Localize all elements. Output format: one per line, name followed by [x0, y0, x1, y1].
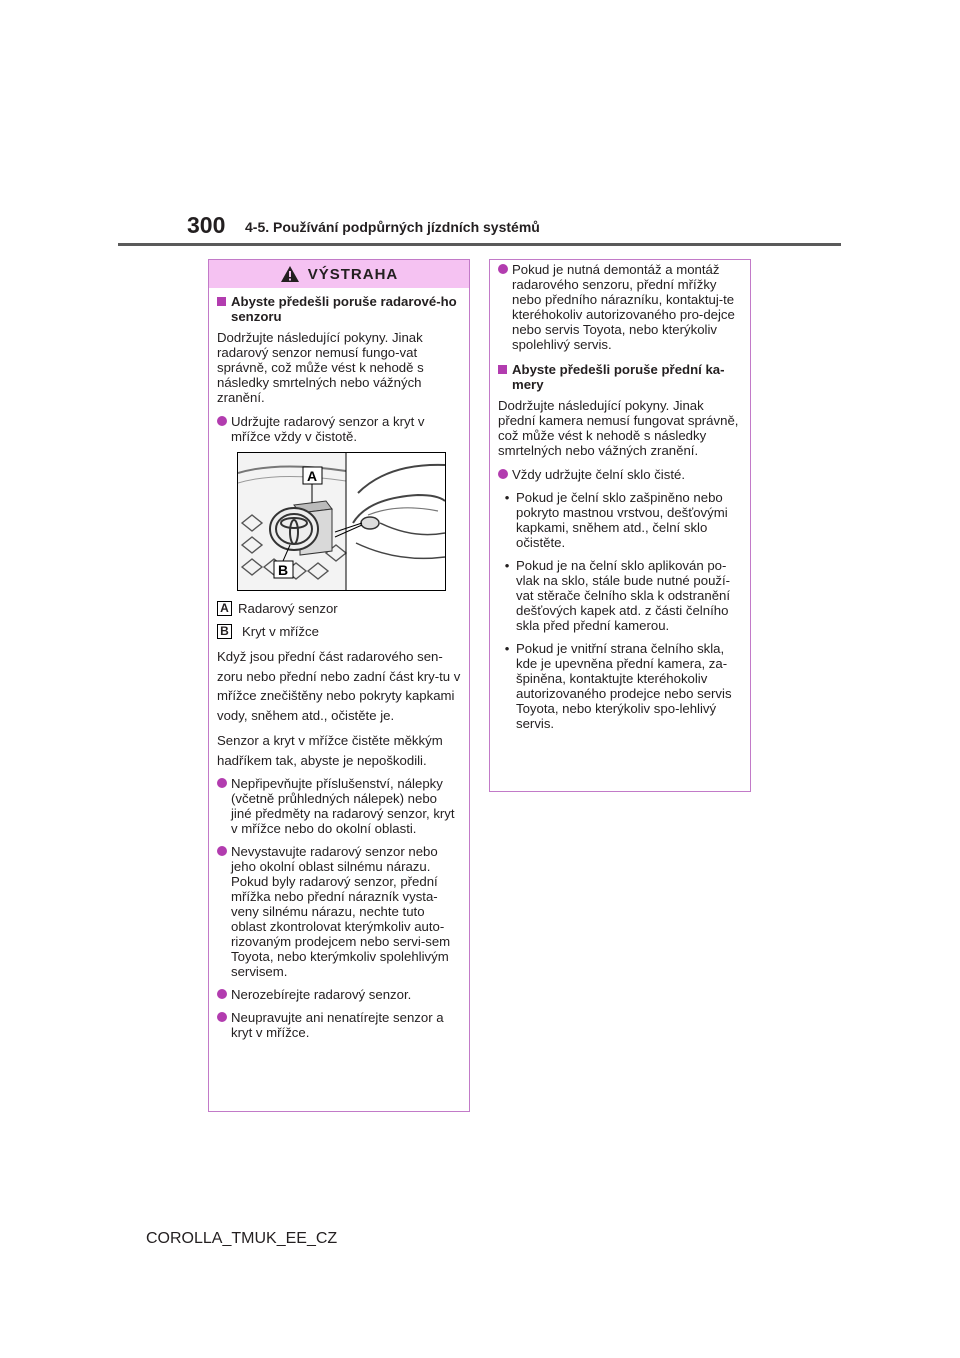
circle-bullet-icon: [498, 264, 508, 274]
circle-bullet-icon: [217, 416, 227, 426]
bullet-text: Nevystavujte radarový senzor nebo jeho okolní oblast silnému nárazu. Pokud byly radarový senzor, přední mřížka nebo přední nárazník vysta-veny silnému nárazu, nechte tuto oblast zkontrolovat kterýmkoliv auto-rizovaným prodejcem nebo servi-sem Toyota, nebo kterýmkoliv spolehlivým servisem.: [231, 844, 451, 979]
circle-bullet-icon: [217, 1012, 227, 1022]
bullet-text: Nerozebírejte radarový senzor.: [231, 987, 412, 1002]
section-title: 4-5. Používání podpůrných jízdních systémů: [245, 219, 540, 235]
square-bullet-icon: [498, 365, 507, 374]
radar-sensor-illustration: [237, 452, 446, 591]
list-item: [217, 414, 461, 444]
header-rule: [118, 243, 841, 246]
radar-intro: Dodržujte následující pokyny. Jinak radarový senzor nemusí fungo-vat správně, což může vést k nehodě s následky smrtelných nebo vážných zranění.: [217, 330, 424, 405]
warning-triangle-icon: [280, 265, 300, 283]
list-item: [217, 1010, 461, 1040]
bullet-text: Pokud je nutná demontáž a montáž radarového senzoru, přední mřížky nebo předního nárazníku, kontaktuj-te kteréhokoliv autorizovaného pro-dejce nebo servis Toyota, nebo kterýkoliv spolehlivý servis.: [512, 262, 735, 352]
list-item: [498, 262, 742, 352]
list-item: [217, 844, 461, 979]
cleaning-paragraph: Senzor a kryt v mřížce čistěte měkkým hadříkem tak, abyste je nepoškodili.: [217, 733, 443, 768]
circle-bullet-icon: [217, 778, 227, 788]
small-dot-icon: •: [504, 641, 510, 656]
sub-list-item: [498, 558, 742, 633]
sub-bullet-text: Pokud je na čelní sklo aplikován po-vlak na sklo, stále bude nutné použí-vat stěrače čelního skla k odstranění dešťových kapek atd. z části čelního skla před přední kamerou.: [516, 558, 731, 633]
sub-bullet-text: Pokud je čelní sklo zašpiněno nebo pokryto mastnou vrstvou, dešťovými kapkami, sněhem atd., čelní sklo očistěte.: [516, 490, 728, 550]
circle-bullet-icon: [217, 846, 227, 856]
sub-bullet-text: Pokud je vnitřní strana čelního skla, kde je upevněna přední kamera, za-špiněna, kontaktujte kteréhokoliv autorizovaného prodejce nebo servis Toyota, nebo kterýkoliv spo-lehlivý servis.: [516, 641, 732, 731]
document-code: COROLLA_TMUK_EE_CZ: [146, 1230, 338, 1247]
sub-list-item: [498, 490, 742, 550]
warning-title: VÝSTRAHA: [307, 265, 399, 283]
circle-bullet-icon: [498, 469, 508, 479]
dirty-sensor-paragraph: Když jsou přední část radarového sen-zoru nebo přední nebo zadní část kry-tu v mřížce znečištěny nebo pokryty kapkami vody, sněhem atd., očistěte je.: [217, 649, 461, 723]
radar-heading-text: Abyste předešli poruše radarové-ho senzoru: [231, 294, 457, 324]
warning-header: [209, 260, 469, 288]
page-number: 300: [187, 212, 226, 238]
legend-text: Radarový senzor: [238, 601, 338, 616]
bullet-text: Udržujte radarový senzor a kryt v mřížce vždy v čistotě.: [231, 414, 425, 444]
figure-label-b: B: [278, 562, 289, 578]
camera-heading-text: Abyste předešli poruše přední ka-mery: [512, 362, 725, 392]
list-item: [217, 776, 461, 836]
legend-item-a: [217, 601, 461, 616]
warning-box: [208, 259, 470, 1112]
radar-heading: [217, 294, 461, 324]
car-front-illustration: [238, 453, 445, 590]
legend-text: Kryt v mřížce: [242, 624, 319, 639]
small-dot-icon: •: [504, 490, 510, 505]
bullet-text: Neupravujte ani nenatírejte senzor a kryt v mřížce.: [231, 1010, 444, 1040]
label-b-icon: B: [217, 624, 232, 639]
camera-heading: [498, 362, 742, 392]
list-item: [217, 987, 461, 1002]
figure-label-a: A: [307, 468, 318, 484]
label-a-icon: A: [217, 601, 232, 616]
bullet-text: Vždy udržujte čelní sklo čisté.: [512, 467, 685, 482]
small-dot-icon: •: [504, 558, 510, 573]
camera-intro: Dodržujte následující pokyny. Jinak přední kamera nemusí fungovat správně, což může vést k nehodě s následky smrtelných nebo vážných zranění.: [498, 398, 739, 458]
square-bullet-icon: [217, 297, 226, 306]
circle-bullet-icon: [217, 989, 227, 999]
list-item: [498, 467, 742, 482]
legend-item-b: [217, 624, 461, 639]
warning-box-continued: [489, 259, 751, 792]
bullet-text: Nepřipevňujte příslušenství, nálepky (včetně průhledných nálepek) nebo jiné předměty na radarový senzor, kryt v mřížce nebo do okolní oblasti.: [231, 776, 455, 836]
sub-list-item: [498, 641, 742, 731]
